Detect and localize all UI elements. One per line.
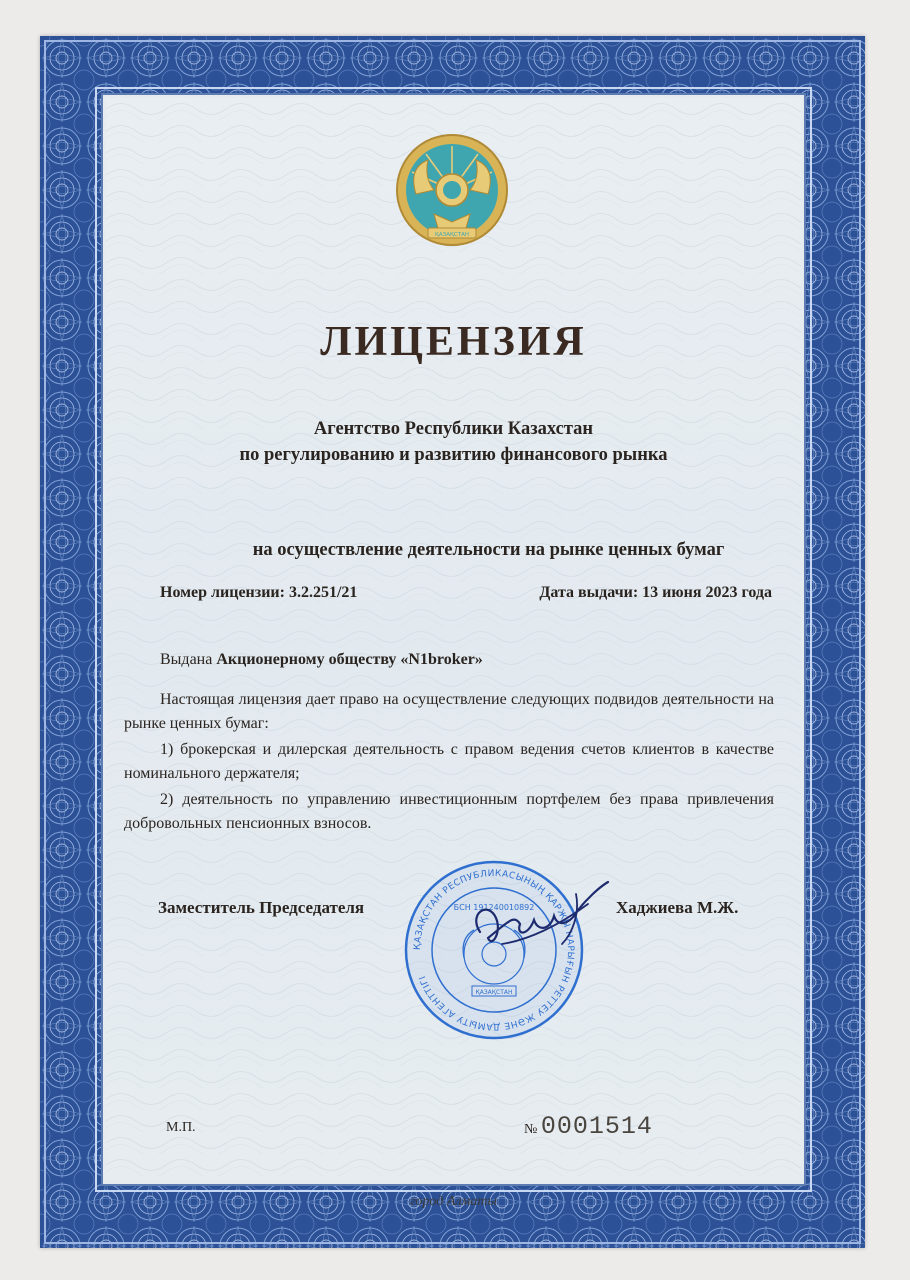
svg-text:ҚАЗАҚСТАН РЕСПУБЛИКАСЫНЫҢ ҚАРЖ: ҚАЗАҚСТАН РЕСПУБЛИКАСЫНЫҢ ҚАРЖЫ НАРЫҒЫН РЕТТЕУ ЖӘНЕ ДАМЫТУ АГЕНТТІГІ (412, 868, 576, 1032)
certificate-body (106, 98, 801, 1209)
license-meta-row (160, 584, 772, 602)
signatory-name: Хаджиева М.Ж. (616, 898, 739, 917)
activity-item-2: 2) деятельность по управлению инвестиционным портфелем без права привлечения добровольных пенсионных взносов. (124, 791, 774, 832)
issue-city: город Алматы (409, 1194, 498, 1209)
activity-item-1: 1) брокерская и дилерская деятельность с правом ведения счетов клиентов в качестве номинального держателя; (124, 741, 774, 782)
svg-text:БСН 191240010892: БСН 191240010892 (453, 903, 535, 912)
license-number: Номер лицензии: 3.2.251/21 (160, 584, 358, 601)
serial-number-value: 0001514 (540, 1112, 653, 1141)
license-title: ЛИЦЕНЗИЯ (320, 319, 587, 365)
kazakhstan-emblem-icon (394, 132, 510, 248)
serial-sign: № (524, 1122, 538, 1137)
signatory-title: Заместитель Председателя (158, 898, 365, 917)
svg-text:ҚАЗАҚСТАН: ҚАЗАҚСТАН (475, 989, 513, 996)
issue-date: Дата выдачи: 13 июня 2023 года (539, 584, 772, 601)
issued-prefix: Выдана (160, 651, 213, 668)
svg-text:ҚАЗАҚСТАН: ҚАЗАҚСТАН (435, 232, 469, 238)
agency-line-2: по регулированию и развитию финансового рынка (239, 445, 668, 465)
issuing-agency (106, 416, 801, 468)
issued-to-company: Акционерному обществу «N1broker» (216, 651, 483, 668)
activity-description: на осуществление деятельности на рынке ценных бумаг (252, 540, 725, 560)
serial-number (524, 1112, 653, 1141)
handwritten-signature (458, 874, 618, 974)
license-paragraph: Настоящая лицензия дает право на осуществление следующих подвидов деятельности на рынке ценных бумаг: (124, 691, 774, 732)
agency-line-1: Агентство Республики Казахстан (313, 419, 594, 439)
stamp-place-label: М.П. (166, 1120, 196, 1135)
license-certificate (40, 36, 865, 1248)
issued-to-line (160, 648, 810, 672)
